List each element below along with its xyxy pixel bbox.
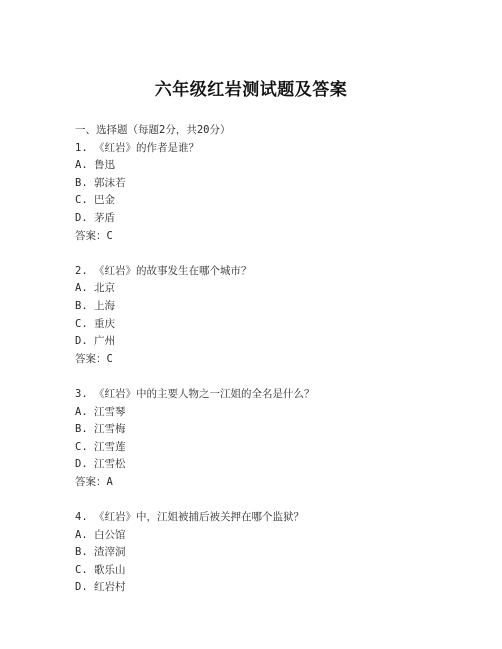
option-d: D. 江雪松 <box>75 458 126 471</box>
option-d: D. 红岩村 <box>75 581 126 594</box>
option-b: B. 郭沫若 <box>75 176 126 189</box>
option-c: C. 巴金 <box>75 194 115 207</box>
blank-line <box>75 491 475 509</box>
answer-line: 答案：A <box>75 475 113 488</box>
option-d: D. 广州 <box>75 335 115 348</box>
option-b: B. 渣滓洞 <box>75 546 126 559</box>
question-stem: 1. 《红岩》的作者是谁？ <box>75 141 199 154</box>
blank-line <box>75 368 475 386</box>
option-b: B. 上海 <box>75 299 115 312</box>
question-stem: 4. 《红岩》中，江姐被捕后被关押在哪个监狱？ <box>75 511 304 524</box>
option-c: C. 歌乐山 <box>75 563 126 576</box>
answer-line: 答案：C <box>75 229 113 242</box>
option-a: A. 鲁迅 <box>75 159 115 172</box>
answer-line: 答案：C <box>75 352 113 365</box>
document-body <box>75 122 475 597</box>
question-stem: 3. 《红岩》中的主要人物之一江姐的全名是什么？ <box>75 387 315 400</box>
option-a: A. 北京 <box>75 282 115 295</box>
document-title: 六年级红岩测试题及答案 <box>154 80 348 100</box>
option-d: D. 茅盾 <box>75 211 115 224</box>
option-b: B. 江雪梅 <box>75 423 126 436</box>
option-c: C. 重庆 <box>75 317 115 330</box>
option-c: C. 江雪莲 <box>75 440 126 453</box>
question-stem: 2. 《红岩》的故事发生在哪个城市？ <box>75 264 252 277</box>
blank-line <box>75 245 475 263</box>
section-heading: 一、选择题（每题2分，共20分） <box>75 124 231 136</box>
option-a: A. 白公馆 <box>75 528 126 541</box>
option-a: A. 江雪琴 <box>75 405 126 418</box>
